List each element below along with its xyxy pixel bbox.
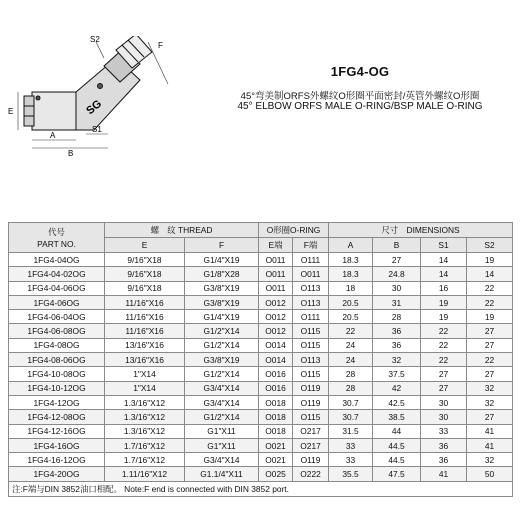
- table-cell: 22: [421, 353, 467, 367]
- part-number-cell: 1FG4-04-02OG: [9, 267, 105, 281]
- table-cell: 28: [373, 310, 421, 324]
- part-number-cell: 1FG4-16-12OG: [9, 453, 105, 467]
- table-cell: 33: [329, 453, 373, 467]
- subheader-cell: E端: [259, 238, 293, 253]
- table-cell: 41: [467, 438, 513, 452]
- title-chinese: 45°弯美制ORFS外螺纹O形圈平面密封/英管外螺纹O形圈: [240, 91, 480, 102]
- part-number-cell: 1FG4-04OG: [9, 253, 105, 267]
- table-cell: O014: [259, 353, 293, 367]
- table-cell: 9/16"X18: [105, 267, 185, 281]
- table-cell: 28: [329, 367, 373, 381]
- table-cell: O012: [259, 295, 293, 309]
- table-cell: 19: [421, 310, 467, 324]
- part-number-cell: 1FG4-08OG: [9, 338, 105, 352]
- table-cell: G1.1/4"X11: [185, 467, 259, 481]
- fitting-drawing: [8, 36, 178, 156]
- table-cell: G3/4"X14: [185, 453, 259, 467]
- table-cell: 27: [467, 338, 513, 352]
- table-cell: 41: [421, 467, 467, 481]
- table-cell: O025: [259, 467, 293, 481]
- table-cell: 9/16"X18: [105, 281, 185, 295]
- table-cell: O012: [259, 324, 293, 338]
- table-cell: 22: [329, 324, 373, 338]
- table-cell: 1.7/16"X12: [105, 453, 185, 467]
- table-row: [9, 381, 513, 395]
- label-a: A: [50, 131, 56, 140]
- table-cell: 14: [421, 267, 467, 281]
- part-number-cell: 1FG4-04-06OG: [9, 281, 105, 295]
- table-cell: G1/4"X19: [185, 310, 259, 324]
- subheader-cell: S2: [467, 238, 513, 253]
- table-cell: G1/2"X14: [185, 410, 259, 424]
- table-cell: 32: [467, 395, 513, 409]
- table-cell: O115: [293, 338, 329, 352]
- table-cell: 32: [467, 381, 513, 395]
- table-cell: 36: [373, 324, 421, 338]
- table-cell: 47.5: [373, 467, 421, 481]
- table-cell: 31.5: [329, 424, 373, 438]
- table-cell: O115: [293, 367, 329, 381]
- table-row: [9, 324, 513, 338]
- table-cell: O018: [259, 424, 293, 438]
- table-cell: 24.8: [373, 267, 421, 281]
- table-cell: G3/4"X14: [185, 381, 259, 395]
- table-cell: 9/16"X18: [105, 253, 185, 267]
- table-cell: G3/4"X14: [185, 395, 259, 409]
- table-cell: O217: [293, 424, 329, 438]
- table-cell: O016: [259, 367, 293, 381]
- table-cell: O021: [259, 453, 293, 467]
- table-cell: O011: [293, 267, 329, 281]
- table-cell: 22: [421, 338, 467, 352]
- table-row: [9, 253, 513, 267]
- table-cell: 30.7: [329, 395, 373, 409]
- table-cell: G1/2"X14: [185, 324, 259, 338]
- table-cell: 50: [467, 467, 513, 481]
- part-number-cell: 1FG4-08-06OG: [9, 353, 105, 367]
- table-cell: 20.5: [329, 295, 373, 309]
- table-cell: G1"X11: [185, 438, 259, 452]
- table-cell: G3/8"X19: [185, 281, 259, 295]
- table-cell: O113: [293, 353, 329, 367]
- table-row: [9, 410, 513, 424]
- table-cell: 19: [467, 310, 513, 324]
- table-row: [9, 424, 513, 438]
- model-title: 1FG4-OG: [330, 64, 390, 79]
- table-cell: 24: [329, 353, 373, 367]
- table-cell: 16: [421, 281, 467, 295]
- table-cell: 22: [421, 324, 467, 338]
- table-cell: 42: [373, 381, 421, 395]
- table-row: [9, 353, 513, 367]
- header-thread: 螺 纹 THREAD: [105, 223, 259, 238]
- table-cell: O014: [259, 338, 293, 352]
- table-cell: 36: [421, 438, 467, 452]
- table-row: [9, 281, 513, 295]
- table-cell: 14: [421, 253, 467, 267]
- label-f: F: [158, 41, 163, 50]
- table-cell: O011: [259, 281, 293, 295]
- table-cell: O119: [293, 381, 329, 395]
- table-cell: 27: [373, 253, 421, 267]
- table-cell: 1"X14: [105, 381, 185, 395]
- table-cell: 11/16"X16: [105, 324, 185, 338]
- table-cell: 42.5: [373, 395, 421, 409]
- table-cell: O011: [259, 267, 293, 281]
- label-s2: S2: [90, 36, 100, 44]
- table-row: [9, 267, 513, 281]
- table-cell: 30: [421, 410, 467, 424]
- table-cell: 38.5: [373, 410, 421, 424]
- table-cell: O018: [259, 410, 293, 424]
- table-cell: G1/4"X19: [185, 253, 259, 267]
- table-cell: 32: [467, 453, 513, 467]
- table-cell: 1.11/16"X12: [105, 467, 185, 481]
- part-number-cell: 1FG4-20OG: [9, 467, 105, 481]
- subheader-cell: S1: [421, 238, 467, 253]
- table-cell: 1.3/16"X12: [105, 395, 185, 409]
- table-cell: 19: [421, 295, 467, 309]
- table-cell: O021: [259, 438, 293, 452]
- table-note: 注:F端与DIN 3852油口相配。 Note:F end is connected with DIN 3852 port.: [9, 481, 513, 496]
- table-cell: G1"X11: [185, 424, 259, 438]
- table-cell: 44: [373, 424, 421, 438]
- table-cell: O115: [293, 410, 329, 424]
- table-cell: G1/8"X28: [185, 267, 259, 281]
- table-cell: O217: [293, 438, 329, 452]
- table-cell: 30: [421, 395, 467, 409]
- spec-table: [8, 222, 513, 497]
- table-cell: 1.3/16"X12: [105, 424, 185, 438]
- table-cell: O111: [293, 253, 329, 267]
- table-cell: 18: [329, 281, 373, 295]
- table-cell: O018: [259, 395, 293, 409]
- table-cell: 36: [373, 338, 421, 352]
- table-cell: 11/16"X16: [105, 310, 185, 324]
- subheader-cell: F端: [293, 238, 329, 253]
- table-cell: 37.5: [373, 367, 421, 381]
- table-cell: 18.3: [329, 267, 373, 281]
- table-cell: O016: [259, 381, 293, 395]
- header-part-no-cn: 代号: [48, 226, 65, 237]
- part-number-cell: 1FG4-10-08OG: [9, 367, 105, 381]
- table-cell: O111: [293, 310, 329, 324]
- table-cell: 35.5: [329, 467, 373, 481]
- table-cell: 22: [467, 295, 513, 309]
- table-row: [9, 367, 513, 381]
- part-number-cell: 1FG4-06-08OG: [9, 324, 105, 338]
- table-cell: 44.5: [373, 453, 421, 467]
- table-row: [9, 338, 513, 352]
- table-cell: 13/16"X16: [105, 353, 185, 367]
- table-cell: O222: [293, 467, 329, 481]
- table-cell: 28: [329, 381, 373, 395]
- table-row: [9, 453, 513, 467]
- table-cell: 1.3/16"X12: [105, 410, 185, 424]
- header-part-no-en: PART NO.: [37, 238, 76, 249]
- subheader-cell: E: [105, 238, 185, 253]
- table-cell: 27: [467, 324, 513, 338]
- table-row: [9, 467, 513, 481]
- title-english: 45° ELBOW ORFS MALE O-RING/BSP MALE O-RING: [237, 101, 483, 112]
- label-s1: S1: [92, 125, 102, 134]
- table-cell: 24: [329, 338, 373, 352]
- table-cell: 27: [421, 367, 467, 381]
- table-cell: O113: [293, 281, 329, 295]
- subheader-cell: A: [329, 238, 373, 253]
- table-cell: 20.5: [329, 310, 373, 324]
- table-cell: O113: [293, 295, 329, 309]
- table-cell: G1/2"X14: [185, 338, 259, 352]
- table-cell: 36: [421, 453, 467, 467]
- part-number-cell: 1FG4-12-16OG: [9, 424, 105, 438]
- table-cell: 11/16"X16: [105, 295, 185, 309]
- header-part-no: [9, 223, 105, 253]
- part-number-cell: 1FG4-12-08OG: [9, 410, 105, 424]
- table-cell: O012: [259, 310, 293, 324]
- header-dimensions: 尺寸 DIMENSIONS: [329, 223, 513, 238]
- table-row: [9, 438, 513, 452]
- table-cell: G3/8"X19: [185, 353, 259, 367]
- part-number-cell: 1FG4-12OG: [9, 395, 105, 409]
- table-cell: 27: [467, 410, 513, 424]
- label-e: E: [8, 107, 14, 116]
- table-cell: 33: [421, 424, 467, 438]
- table-cell: O119: [293, 453, 329, 467]
- table-cell: 27: [467, 367, 513, 381]
- table-cell: 18.3: [329, 253, 373, 267]
- table-cell: 41: [467, 424, 513, 438]
- table-cell: 19: [467, 253, 513, 267]
- table-row: [9, 395, 513, 409]
- subheader-cell: B: [373, 238, 421, 253]
- table-row: [9, 310, 513, 324]
- part-number-cell: 1FG4-10-12OG: [9, 381, 105, 395]
- table-cell: O115: [293, 324, 329, 338]
- table-row: [9, 295, 513, 309]
- label-b: B: [68, 149, 74, 156]
- table-cell: 14: [467, 267, 513, 281]
- table-cell: 27: [421, 381, 467, 395]
- table-cell: O011: [259, 253, 293, 267]
- subheader-cell: F: [185, 238, 259, 253]
- table-cell: 32: [373, 353, 421, 367]
- brand-mark: SG: [84, 97, 105, 118]
- table-cell: 13/16"X16: [105, 338, 185, 352]
- table-cell: 33: [329, 438, 373, 452]
- table-cell: 30: [373, 281, 421, 295]
- table-cell: G1/2"X14: [185, 367, 259, 381]
- table-cell: 22: [467, 353, 513, 367]
- part-number-cell: 1FG4-06OG: [9, 295, 105, 309]
- table-cell: 31: [373, 295, 421, 309]
- part-number-cell: 1FG4-16OG: [9, 438, 105, 452]
- table-cell: 30.7: [329, 410, 373, 424]
- table-cell: O119: [293, 395, 329, 409]
- header-oring: O形圈O-RING: [259, 223, 329, 238]
- table-cell: G3/8"X19: [185, 295, 259, 309]
- part-number-cell: 1FG4-06-04OG: [9, 310, 105, 324]
- table-cell: 1"X14: [105, 367, 185, 381]
- table-cell: 22: [467, 281, 513, 295]
- table-cell: 44.5: [373, 438, 421, 452]
- table-cell: 1.7/16"X12: [105, 438, 185, 452]
